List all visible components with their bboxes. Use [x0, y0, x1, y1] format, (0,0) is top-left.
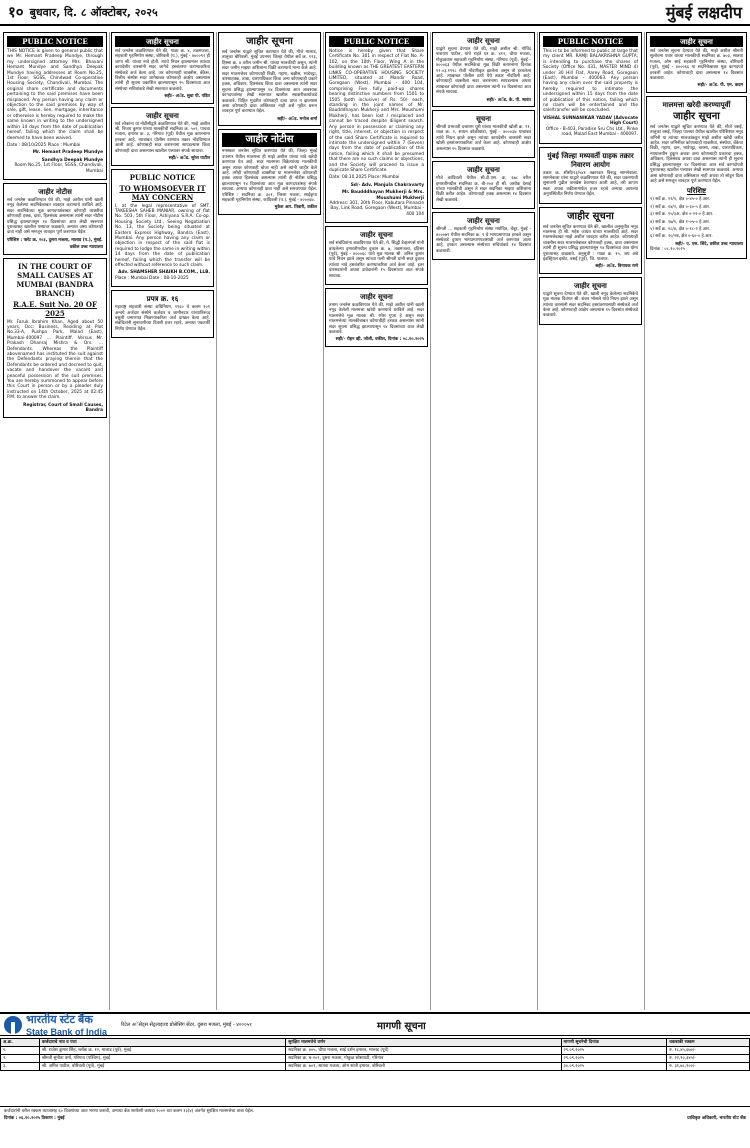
jahir-suchana-col5 — [432, 32, 535, 107]
jahir-suchana-col5b — [432, 161, 535, 209]
public-notice-mundye — [3, 32, 107, 180]
notice-body: सर्व लोकांना या नोटीसीद्वारे कळविण्यात येते की, माझे अशील श्री. विजय कुमार यांच्या मालकीची सदनिका क्र. ५०२, पाचवा मजला, इमारत क्र. ३, गोरेगाव (पूर्व) येथील मूळ करारनामा हरवला आहे. त्याबाबत पोलीस ठाण्यात तक्रार नोंदविण्यात आली आहे. कोणासही सदर करारनामा सापडल्यास किंवा कोणताही दावा असल्यास खालील पत्त्यावर संपर्क साधावा. — [115, 121, 210, 154]
notice-address: Room No.25, 1st Floor, SGSS, Chandivali, Mumbai — [14, 163, 103, 174]
notice-date: दिनांक : ०८.१०.२०२५ — [650, 247, 685, 253]
court-signatory: Registrar, Court of Small Causes, Bandra — [23, 402, 103, 414]
notice-title: प्रपत्र क्र. १६ — [146, 294, 179, 304]
table-header-cell: मागणी सूचनेची दिनांक — [561, 1039, 667, 1047]
notice-title: जाहीर सूचना — [567, 210, 614, 222]
issue-date: बुधवार, दि. ८ ऑक्टोबर, २०२५ — [29, 5, 158, 19]
column-rule — [644, 32, 645, 1010]
court-summons — [3, 258, 107, 418]
notice-signatory: सही/- अॅड. विनायक राणे — [595, 264, 638, 270]
schedule-title: परिशिष्ट — [686, 186, 707, 196]
column-1 — [3, 32, 107, 1010]
notice-body: याद्वारे सूचना देण्यात येते की, माझे अशील श्री. गोविंद नारायण पाटील, यांचे राहते घर क्र. ४१२, चौथा मजला, गोकुळधाम सहकारी गृहनिर्माण संस्था, गोरेगाव (पूर्व), मुंबई - ४०००६३ येथील सदनिकेचा मूळ विक्री करारनामा दिनांक १२.०३.१९९८ रोजी नोंदणीकृत झालेला असून तो हरवलेला आहे. त्याबाबत पोलीस ठाणे येथे तक्रार नोंदविली आहे. कोणत्याही व्यक्तीला सदर करारनामा सापडल्यास अथवा त्याबाबत कोणताही दावा असल्यास त्यांनी १४ दिवसांच्या आत संपर्क साधावा. — [436, 47, 531, 96]
page-number: १० — [8, 3, 24, 21]
column-rule — [323, 32, 324, 1010]
table-cell: २९.०९.२०२५ — [561, 1047, 667, 1055]
notice-subtitle: TO WHOMSOEVER IT MAY CONCERN — [119, 183, 206, 202]
jahir-suchana-col6 — [539, 207, 642, 274]
notice-signatory: सही/- अॅड. सुधा पी. पंडित — [164, 94, 210, 100]
jahir-suchana-col4b — [325, 288, 428, 347]
notice-signatory: VISHAL SUNNANIKAR YADAV (Advocate High Court) — [543, 115, 638, 127]
table-cell: ३०.०९.२०२५ — [561, 1063, 667, 1071]
notice-title: जाहीर सूचना — [574, 280, 607, 290]
notice-body: नमस्कार जनतेस सूचित करण्यात येते की, जिल्हा मुंबई उपनगर येथील मालमत्ता ही माझे अशील यांच्या नावे खरेदी करण्यात येत आहे. सदर मालमत्ता विक्रेत्यांच्या मालकीची असून त्यावर कोणताही बोजा नाही असे त्यांनी जाहीर केले आहे. तरीही कोणत्याही व्यक्तीचा या मालमत्तेवर कोणताही हक्क अथवा हितसंबंध असल्यास त्यांनी ही नोटीस प्रसिद्ध झाल्यापासून १४ दिवसांच्या आत मूळ कागदपत्रांसह संपर्क साधावा. अन्यथा कोणताही दावा नाही असे समजण्यात येईल. परिशिष्ट : सदनिका क्र. ३०१, तिसरा मजला, साईकृपा सहकारी गृहनिर्माण संस्था, कांदिवली (प.), मुंबई - ४०००६७. — [222, 149, 317, 203]
notice-signatory: सही/- अॅड. के. पी. सावंत — [486, 97, 531, 103]
sbi-notice-title: मागणी सूचना — [377, 1020, 426, 1032]
notice-signatory: मुकेश आर. तिवारी, वकील — [274, 205, 317, 211]
notice-signatory: Mr. Hemant Pradeep Mundye — [32, 150, 103, 156]
jahir-suchana-col2b — [111, 107, 214, 166]
schedule-item: ४) सर्वे क्र. १७/१, क्षेत्र १-०५-० हे.आर. — [650, 219, 711, 225]
suchana-col5 — [432, 110, 535, 158]
notice-schedule: परिशिष्ट : फ्लॅट क्र. २०३, दुसरा मजला, मालाड (प.), मुंबई. — [7, 237, 103, 243]
notice-body: सर्व जनतेस कळविण्यात येते की, माझे अशील यांनी खाली नमूद केलेल्या सदनिकेबाबत व्यवहार करण्याचे ठरविले आहे. सदर सदनिकेच्या मूळ कागदपत्रांबाबत कोणाही व्यक्तीचा कोणताही हक्क, दावा, हितसंबंध असल्यास त्यांनी सदर नोटीस प्रसिद्ध झाल्यापासून १४ दिवसांच्या आत लेखी स्वरुपात पुराव्यासह खालील पत्त्यावर कळवावे, अन्यथा असा कोणताही दावा नाही असे समजून व्यवहार पूर्ण करण्यात येईल. — [7, 197, 103, 236]
table-row — [1, 1055, 750, 1063]
notice-body: सर्व जनतेस सूचित करण्यात येते की, खालील अनुसूचीत नमूद मालमत्ता ही श्री. महेश जाधव यांच्या मालकीची आहे. सदर मालमत्तेबाबत माझे अशील व्यवहार करीत आहेत. कोणत्याही व्यक्तीस सदर मालमत्तेबाबत कोणताही हक्क, दावा असल्यास त्यांनी ही सूचना प्रसिद्ध झाल्यापासून १४ दिवसांच्या आत योग्य पुराव्यासह कळवावे. अनुसूची : गाळा क्र. १५, जय अंबे इंडस्ट्रियल इस्टेट, वसई (पूर्व), जि. पालघर. — [543, 224, 638, 262]
notice-title: जाहीर नोटीस — [222, 133, 317, 147]
jahir-notice-col3 — [218, 129, 321, 214]
table-cell: श्री. राजेश कुमार सिंह, ब्लॉक क्र. १२, मालाड (पूर्व), मुंबई — [39, 1047, 285, 1055]
notice-body: सर्व जनतेस याद्वारे सूचित करण्यात येते की, मौजे मालाड, तालुका बोरिवली, मुंबई उपनगर जिल्हा येथील सर्वे क्र. १२३, हिस्सा क्र. ४ वरील जमीन श्री. यांच्या मालकीची असून, त्यांनी सदर जमीन माझ्या अशिलांना विक्री करण्याचे मान्य केले आहे. सदर मालमत्तेवर कोणाचाही विक्री, गहाण, बक्षीस, भाडेपट्टा, वारसाहक्क, ताबा, धारणाधिकार किंवा अन्य कोणत्याही प्रकारे हक्क, अधिकार, हितसंबंध किंवा दावा असल्यास त्यांनी सदर सूचना प्रसिद्ध झाल्यापासून १४ दिवसांच्या आत आवश्यक कागदपत्रांसह लेखी स्वरुपात खालील स्वाक्षरीकर्त्याकडे कळवावे. विहित मुदतीत कोणताही दावा प्राप्त न झाल्यास असा कोणताही दावा अस्तित्वात नाही असे गृहीत धरून व्यवहार पूर्ण करण्यात येईल. — [222, 50, 317, 115]
notice-title: जाहीर नोटीस — [38, 186, 72, 196]
jahir-notice-col1 — [3, 183, 107, 255]
public-notice-gupta — [539, 32, 642, 144]
sbi-name-block — [26, 1012, 107, 1037]
page-header — [0, 0, 750, 26]
notice-clients: Mr. Baudddhayan Mukherji & Mrs. Moushumi Mukherji — [341, 190, 424, 201]
court-body: Mr. Faruk Ibrahim Khan, Aged about 50 years, Occ: Business, Residing at Plot No.33-A, Pushpa Park, Malad (East), Mumbai-400097 ... Plaintiff. Versus Mr. Prakash Dhanraj Mishra & Ors. ... Defendants. Whereas the Plaintiff abovenamed has instituted the suit against the Defendants praying therein that the Defendants be ordered and decreed to quit, vacate and handover the vacant and peaceful possession of the suit premises. You are hereby summoned to appear before this Court in person or by a pleader duly instructed on 14th October, 2025 at 02:45 P.M. to answer the claim. — [7, 319, 103, 401]
notice-body: सर्व जनतेस कळविण्यात येते की, गाळा क्र. ४, तळमजला, सहकारी गृहनिर्माण संस्था, बोरिवली (प.), मुंबई - ४०००९२ ही जागा श्री. यांच्या नावे होती. त्यांचे निधन झाल्यानंतर त्यांच्या कायदेशीर वारसांनी सदर जागेचे हस्तांतरण करण्याकरिता संस्थेकडे अर्ज केला आहे. जर कोणत्याही व्यक्तीस, बँकेस, वित्तीय संस्थेस सदर जागेबाबत कोणताही आक्षेप असल्यास त्यांनी ही सूचना प्रकाशित झाल्यापासून १५ दिवसांच्या आत संस्थेच्या सचिवांकडे लेखी स्वरुपात कळवावे. — [115, 49, 210, 92]
notice-signatory: सही/- अॅड. पी. एम. कदम — [697, 83, 743, 89]
column-rule — [109, 32, 110, 1010]
notice-title: जाहीर सूचना — [360, 292, 393, 302]
notice-body: महाराष्ट्र सहकारी संस्था अधिनियम, १९६० चे कलम १०१ अन्वये अर्जदार संस्थेने कर्जदार व जामीनदार यांच्याविरुध्द वसुली प्रमाणपत्र मिळण्याकरिता अर्ज दाखल केला आहे. संबंधितांनी सुनावणीच्या दिवशी हजर रहावे, अन्यथा एकतर्फी निर्णय घेण्यात येईल. — [115, 305, 210, 332]
notice-signatory: सही/- अॅड. मनोज शर्मा — [277, 116, 317, 122]
notice-body: तक्रार क्र. सीसी/२३/५४१ तक्रारदार विरुद्ध सामनेवाला. सामनेवाला यांना याद्वारे कळविण्यात येते की, सदर प्रकरणाची सुनावणी पुढील तारखेस ठेवण्यात आली आहे, तरी आपण स्वतः अथवा वकीलामार्फत हजर रहावे अन्यथा आपल्या अनुपस्थितीत निर्णय घेण्यात येईल. — [543, 170, 638, 198]
schedule-item: ३) सर्वे क्र. १५/३अ, क्षेत्र ०-२२-० हे.आर. — [650, 212, 714, 218]
form-16-notice — [111, 290, 214, 338]
public-notice-mukherji — [325, 32, 428, 223]
notice-address: Address: 301, 20th Floor, Kabutara Pinnacle Bay, Link Road, Goregaon (West), Mumbai - 400 104 — [329, 200, 424, 217]
notice-title: जाहीर सूचना — [467, 165, 500, 175]
notice-title: मुंबई जिल्हा मध्यवर्ती ग्राहक तक्रार निवारण आयोग — [547, 150, 634, 169]
notice-body: This is to be informed to public at large that my client MR. RAMJI BALAKRISHNA GUPTA, is intending to purchase the shares of Society (Office No. 431, MASTER MIND 4) under 30 Hill Flat, Aarey Road, Goregaon (East), Mumbai - 400063. Any person having any claim over the said property is hereby required to intimate the undersigned within 15 days from the date of publication of this notice, failing which no claim will be entertained and the sale/transfer will be concluded. — [543, 49, 638, 114]
sbi-footer-sign-row — [4, 1116, 746, 1121]
table-cell: सदनिका क्र. ७०१, सातवा मजला, ओम शांती इमारत, बोरिवली — [286, 1063, 561, 1071]
sbi-footer-signatory: प्राधिकृत अधिकारी, भारतीय स्टेट बँक — [687, 1116, 746, 1122]
notice-title: PUBLIC NOTICE — [543, 36, 638, 47]
table-cell: रु. १८,४५,६७०/- — [667, 1047, 750, 1055]
page-meta — [8, 2, 158, 22]
table-body — [1, 1047, 750, 1071]
column-rule — [216, 32, 217, 1010]
notice-title: PUBLIC NOTICE — [329, 36, 424, 47]
notice-body: तमाम जनतेस कळविण्यात येते की, माझे अशील यांनी खाली नमूद केलेली मालमत्ता खरेदी करण्याचे ठरविले आहे. सदर मालमत्तेचे मूळ मालक श्री. रमेश गुप्ता हे असून सदर मालमत्तेच्या मालकीबाबत कोणाचीही हरकत असल्यास त्यांनी सदर सूचना प्रसिद्ध झाल्यापासून १४ दिवसांच्या आत लेखी कळवावे. — [329, 303, 424, 336]
notice-signatory-2: Sandhya Deepak Mundye — [41, 157, 103, 163]
notice-section-title: मालमत्ता खरेदी करण्यापूर्वी — [662, 99, 731, 109]
jahir-suchana-col7 — [646, 32, 747, 93]
notice-title: जाहीर सूचना — [673, 110, 720, 122]
table-row — [1, 1063, 750, 1071]
public-notice-maniar — [111, 169, 214, 288]
table-cell: रु. ३१,७८,९००/- — [667, 1063, 750, 1071]
notice-signatory: सही/- ए. एस. शिंदे, वकील उच्च न्यायालय — [675, 241, 743, 247]
notice-signatory: सही/- रोहन व्ही. जोशी, वकील, दिनांक : ०८.१०.२०२५ — [335, 337, 424, 343]
notice-title: जाहीर सूचना — [146, 110, 179, 120]
notice-body: I, at the legal representative of SMT. TAKEESHA SAHEB MANIAR, owning of flat No. 503, 5th Floor, Ashiyana S.R.A. Co-op. Housing Society Ltd., Seeing Negotiation No. 13, the Society being situated at Eastern Express Highway, Bandra (East), Mumbai. Any person having any claim or objection in respect of the said flat is required to lodge the same in writing within 14 days from the date of publication hereof, failing which the transfer will be effected without reference to such claim. — [115, 203, 210, 268]
table-cell: सदनिका क्र. ब-२०२, दुसरा मजला, गोकुळ सोसायटी, गोरेगाव — [286, 1055, 561, 1063]
notice-title: जाहीर सूचना — [360, 230, 393, 240]
notice-date: Date: 08.10.2025 Place: Mumbai — [329, 175, 400, 181]
notice-body: सर्व जनतेस याद्वारे सूचित करण्यात येते की, मौजे वसई, तालुका वसई, जिल्हा पालघर येथील खालील परिशिष्टात नमूद जमिनी या त्यांच्या मालकांकडून माझे अशील खरेदी करीत आहेत. सदर जमिनींवर कोणत्याही व्यक्तीचा, संस्थेचा, बँकेचा विक्री, गहाण, दान, भाडेपट्टा, वारसा, ताबा, धारणाधिकार, न्यायालयीन हुकूम अथवा अन्य कोणत्याही प्रकारचा हक्क, अधिकार, हितसंबंध अथवा दावा असल्यास त्यांनी ही सूचना प्रसिद्ध झाल्यापासून १४ दिवसांच्या आत सर्व कागदोपत्री पुराव्यासह खालील पत्त्यावर लेखी स्वरुपात कळवावे. अन्यथा असा कोणताही दावा अस्तित्वात नाही अथवा तो सोडून दिला आहे असे समजून व्यवहार पूर्ण करण्यात येईल. — [650, 124, 744, 184]
notice-body: श्रीमती प्रभावती दत्ताराम धुरी यांच्या मालकीची खोली क्र. ११, चाळ क्र. २, सायन कोळीवाडा, मुंबई - ४०००३७ याबाबत त्यांचे निधन झाले असून त्यांच्या कायदेशीर वारसांनी सदर खोली हस्तांतरणाकरिता अर्ज केला आहे. कोणाचाही आक्षेप असल्यास १५ दिवसांत कळवावे. — [436, 125, 531, 152]
notice-body: सर्व जनतेस सूचना देण्यात येते की, माझे अशील श्रीमती सुलोचना पवार यांच्या मालकीची सदनिका क्र. ७०३, सातवा मजला, ओम साई सहकारी गृहनिर्माण संस्था, बोरिवली (पूर्व), मुंबई - ४०००६६ या सदनिकेबाबत मूळ कागदपत्रे हरवली आहेत. कोणाचाही दावा असल्यास १४ दिवसांत कळवावा. — [650, 49, 743, 82]
table-header-cell: अ.क्र. — [1, 1039, 40, 1047]
notice-title: PUBLIC NOTICE — [7, 36, 103, 47]
notice-title: जाहीर सूचना — [115, 36, 210, 47]
notice-date: Date : 08/10/2025 Place : Mumbai — [7, 142, 81, 148]
column-rule — [430, 32, 431, 1010]
notice-signatory: Adv. SHAMSHER SHAIKH B.COM., LLB. — [118, 270, 210, 276]
notice-body: Notice is hereby given that Share Certificate No. 301 in respect of Flat No. A-102, on the 10th Floor, Wing A in the building known as THE GREATEST EASTERN LINKS CO-OPERATIVE HOUSING SOCIETY LIMITED, situated at Mandir Road, Goregaon (West), Mumbai - 400 104, comprising Five fully paid-up shares bearing distinctive numbers from 1501 to 1505 (both inclusive) of Rs. 50/- each, standing in the joint names of Mr. Baudddhayan Mukherji and Mrs. Moushumi Mukherji, has been lost / misplaced and cannot be traced despite diligent search. Any person in possession or claiming any right, title, interest, or objection in respect of the said Share Certificate is required to intimate the undersigned within 7 (Seven) days from the date of publication of this notice, failing which it shall be presumed that there are no such claims or objections, and the Society will proceed to issue a duplicate Share Certificate. — [329, 49, 424, 173]
schedule-item: १) सर्वे क्र. १२/१, क्षेत्र ०-४५-० हे.आर. — [650, 197, 711, 203]
notice-body: सर्व संबंधितांना कळविण्यात येते की, मे. सिद्धी डेव्हलपर्स यांनी बांधलेल्या इमारतीमधील दुकान क्र. ७, तळमजला, दहिसर (पूर्व), मुंबई - ४०००६८ याचे मूळ मालक श्री. अनिल कुमार यांचे निधन झाले असून त्यांच्या पत्नी श्रीमती यांनी सदर दुकान त्यांच्या नावे हस्तांतरित करण्याकरिता अर्ज केला आहे. इतर वारसदारांनी अथवा दावेदारांनी १५ दिवसांच्या आत संपर्क साधावा. — [329, 241, 424, 279]
notice-body: मौजे कांदिवली येथील सी.टी.एस. क्र. ६७८ वरील इमारतीमधील सदनिका क्र. बी-२०४ ही श्री. अशोक देसाई यांच्या मालकीची असून ते सदर सदनिका माझ्या अशिलांना विक्री करीत आहेत. कोणाचाही हक्क असल्यास १४ दिवसांत लेखी कळवावे. — [436, 176, 531, 203]
column-2 — [111, 32, 214, 1010]
jahir-suchana-col6b — [539, 277, 642, 325]
table-cell: २९.०९.२०२५ — [561, 1055, 667, 1063]
notice-title: जाहीर सूचना — [467, 216, 500, 226]
column-4 — [325, 32, 428, 1010]
property-notice-col7 — [646, 96, 747, 259]
sbi-name-english: State Bank of India — [26, 1027, 108, 1037]
sbi-footer — [0, 1106, 750, 1124]
sbi-footer-text: कर्जदारांनी वरील रक्कम व्याजासह ६० दिवसांच्या आत भरणा करावी, अन्यथा बँक सरफेसी कायदा २००२ च्या कलम १३(४) अंतर्गत सुरक्षित मालमत्तेचा ताबा घेईल. — [4, 1109, 255, 1114]
notice-signatory: Sd/- Adv. Manjula Chakravarty — [350, 182, 424, 188]
table-cell: १. — [1, 1047, 40, 1055]
newspaper-brand: मुंबई लक्षदीप — [665, 3, 742, 22]
column-3 — [218, 32, 321, 1010]
schedule-item: २) सर्वे क्र. १४/२, क्षेत्र ०-३०-५ हे.आर. — [650, 204, 711, 210]
table-header-row — [1, 1039, 750, 1047]
notice-signatory: सही/- अॅड. सुरेश पाटील — [168, 156, 210, 162]
jahir-suchana-col5c — [432, 212, 535, 260]
notice-address: Office - B-403, Paradise Sru Chs Ltd., Pinke road, Malad East Mumbai - 400097. — [545, 126, 638, 138]
notice-title: PUBLIC NOTICE — [129, 172, 196, 182]
column-rule — [537, 32, 538, 1010]
notice-date: Place : Mumbai Date : 08-10-2025 — [115, 275, 189, 281]
notice-title: सूचना — [476, 114, 491, 124]
table-cell: ३. — [1, 1063, 40, 1071]
table-cell: श्रीमती सुनीता वर्मा, गोरेगाव (पश्चिम), मुंबई — [39, 1055, 285, 1063]
court-title: IN THE COURT OF SMALL CAUSES AT MUMBAI (BANDRA BRANCH) — [16, 261, 94, 298]
table-header-cell: कर्जदाराचे नाव व पत्ता — [39, 1039, 285, 1047]
schedule-list — [650, 197, 743, 239]
column-5 — [432, 32, 535, 1010]
table-cell: २. — [1, 1055, 40, 1063]
schedule-item: ५) सर्वे क्र. १८/४, क्षेत्र ०-१८-२ हे.आर. — [650, 226, 711, 232]
court-suit-number: R.A.E. Suit No. 20 OF 2025 — [13, 299, 97, 318]
table-header-cell: थकबाकी रक्कम — [667, 1039, 750, 1047]
notice-title: जाहीर सूचना — [650, 36, 743, 47]
notice-title: जाहीर सूचना — [246, 36, 293, 47]
sbi-banner — [0, 1012, 750, 1036]
table-cell: रु. २२,१०,३४५/- — [667, 1055, 750, 1063]
notice-body: THIS NOTICE is given to general public that we Mr. Hemant Pradeep Mundye, through my undersigned attorney Mrs. Bhavani Hemant Mundye and Sandhya Deepak Mundye having addresses at Room No.25, 1st Floor, SGSS, Chindwad Co-operative Housing Society, Chandivali, Mumbai. The original share certificate and documents pertaining to the said premises have been misplaced. Any person having any claim or objection to the said premises by way of sale, gift, lease, lien, mortgage, inheritance or otherwise is hereby required to make the same known in writing to the undersigned within 14 days from the date of publication hereof, failing which the claim shall be deemed to have been waived. — [7, 49, 103, 141]
table-header-cell: सुरक्षित मालमत्तेचे वर्णन — [286, 1039, 561, 1047]
sbi-demand-table — [0, 1038, 750, 1071]
sbi-logo-icon — [4, 1016, 22, 1034]
table-cell: सदनिका क्र. ४०५, चौथा मजला, साई दर्शन इमारत, मालाड (पूर्व) — [286, 1047, 561, 1055]
notice-title: जाहीर सूचना — [467, 36, 500, 45]
table-row — [1, 1047, 750, 1055]
jahir-suchana-col4 — [325, 226, 428, 285]
column-7 — [646, 32, 747, 1010]
sbi-name-hindi: भारतीय स्टेट बैंक — [26, 1014, 93, 1026]
notice-signatory: वकील उच्च न्यायालय — [69, 245, 103, 251]
sbi-address: रिटेल अॅसेट्स सेंट्रलाइज्ड प्रोसेसिंग सेंटर, दुसरा मजला, मुंबई - ४०००५१ — [121, 1021, 252, 1028]
schedule-item: ६) सर्वे क्र. २०/२ब, क्षेत्र ०-६०-० हे.आर. — [650, 234, 713, 240]
jahir-suchana-col2 — [111, 32, 214, 104]
consumer-commission-notice — [539, 147, 642, 204]
notice-body: श्रीमती ... सहकारी गृहनिर्माण संस्था मर्यादित, चेंबूर, मुंबई - ४०००७१ येथील सदनिका क्र. ९ चे भागप्रमाणपत्र हरवले असून संस्थेकडे दुय्यम भागप्रमाणपत्रासाठी अर्ज करण्यात आला आहे. हरकत असल्यास संस्थेच्या सचिवांकडे १४ दिवसांत कळवावी. — [436, 227, 531, 254]
sbi-footer-date: दिनांक : ०६.१०.२०२५ ठिकाण : मुंबई — [4, 1116, 65, 1122]
jahir-suchana-col3 — [218, 32, 321, 126]
column-6 — [539, 32, 642, 1010]
table-cell: श्री. अमित पाटील, बोरिवली (पूर्व), मुंबई — [39, 1063, 285, 1071]
notice-body: याद्वारे सूचना देण्यात येते की, खाली नमूद केलेल्या सदनिकेचे मूळ मालक दिवंगत श्री. शंकर भोसले यांचे निधन झाले असून त्यांच्या वारसांनी सदर सदनिका हस्तांतरणासाठी संस्थेकडे अर्ज केला आहे. कोणाचाही आक्षेप असल्यास १५ दिवसांत संस्थेकडे कळवावे. — [543, 291, 638, 319]
